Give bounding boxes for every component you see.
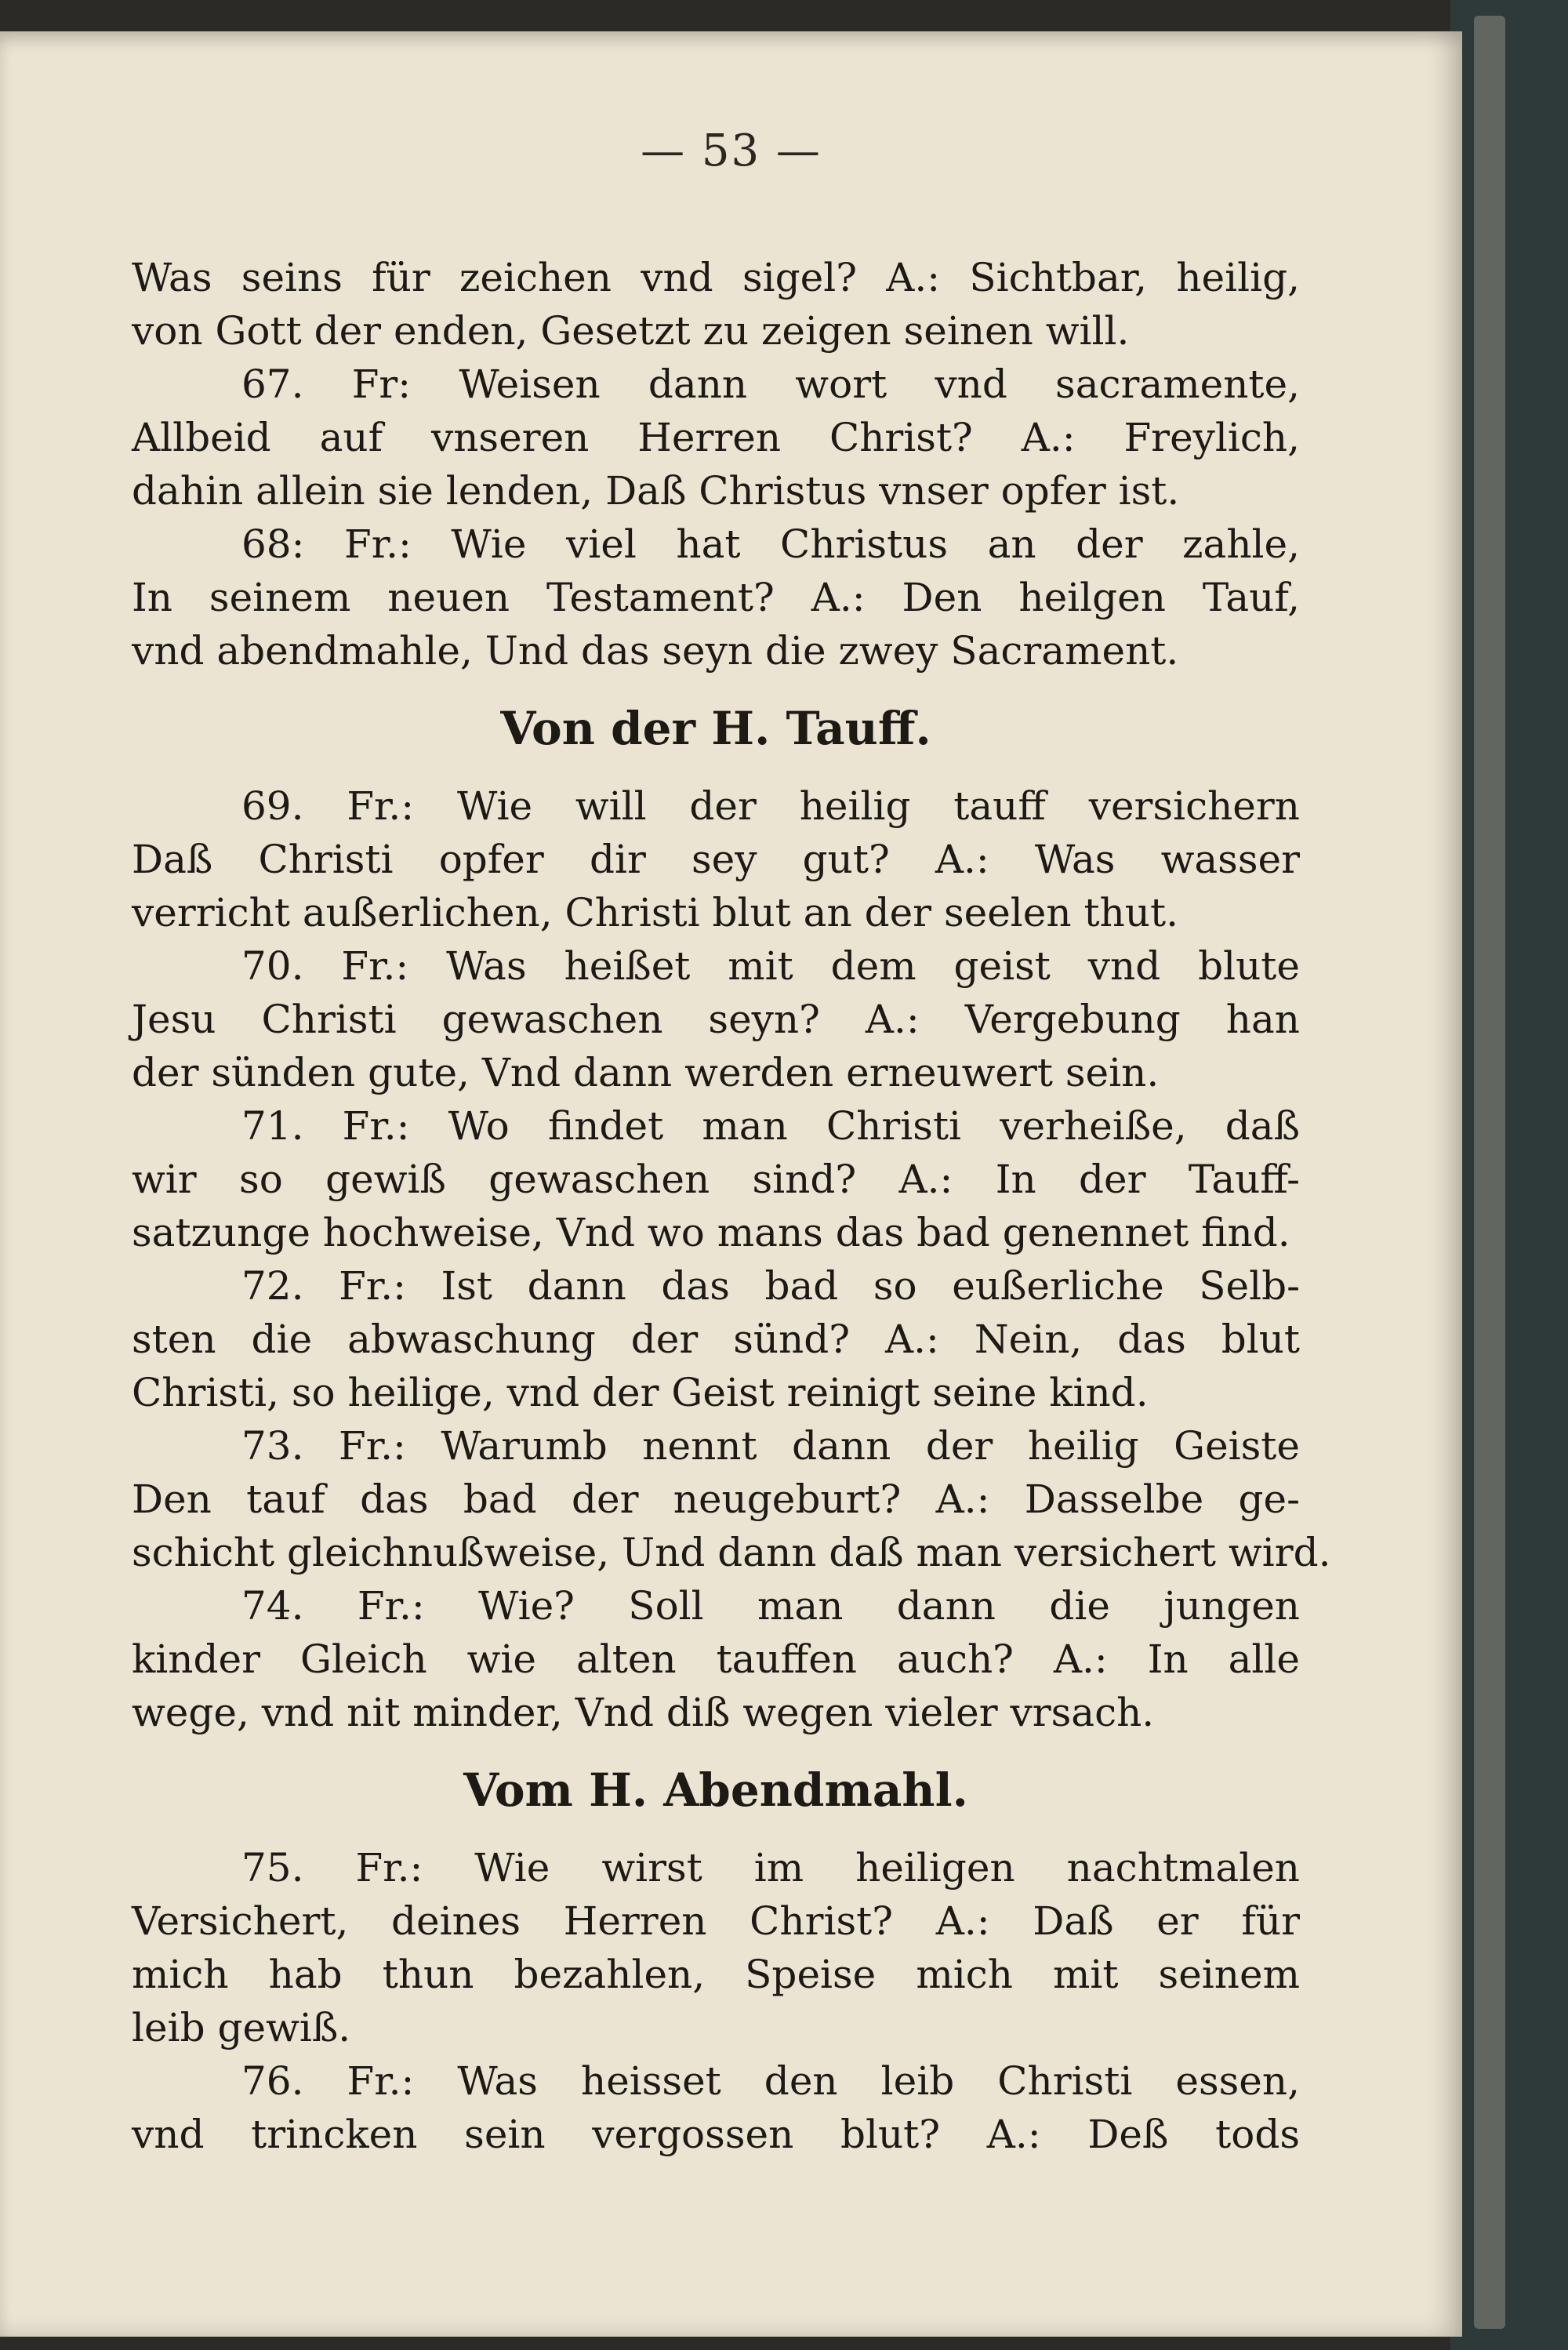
text-line: Was seins für zeichen vnd sigel? A.: Sichtbar, heilig, [132,255,1300,300]
text-line: leib gewiß. [132,2005,351,2050]
text-line: 76. Fr.: Was heisset den leib Christi essen, [241,2058,1300,2104]
text-line: vnd abendmahle, Und das seyn die zwey Sacrament. [132,628,1179,674]
text-line: Versichert, deines Herren Christ? A.: Daß er für [132,1898,1300,1944]
text-line: der sünden gute, Vnd dann werden erneuwert sein. [132,1050,1160,1095]
text-line: von Gott der enden, Gesetzt zu zeigen seinen will. [132,308,1130,354]
paragraph-group [132,779,1331,1739]
text-line: 71. Fr.: Wo findet man Christi verheiße, daß [241,1103,1300,1149]
book-cover [1450,0,1568,2350]
page-number: — 53 — [641,125,822,176]
text-line: wege, vnd nit minder, Vnd diß wegen vieler vrsach. [132,1690,1155,1735]
text-line: mich hab thun bezahlen, Speise mich mit seinem [132,1952,1300,1997]
text-line: Jesu Christi gewaschen seyn? A.: Vergebung han [132,997,1300,1042]
text-line: In seinem neuen Testament? A.: Den heilgen Tauf, [132,575,1300,620]
book-page [0,31,1462,2337]
text-line: Den tauf das bad der neugeburt? A.: Dasselbe ge- [132,1476,1300,1522]
text-line: 68: Fr.: Wie viel hat Christus an der zahle, [241,521,1300,567]
paragraph-group [132,251,1300,677]
text-line: 75. Fr.: Wie wirst im heiligen nachtmalen [241,1845,1300,1891]
text-line: wir so gewiß gewaschen sind? A.: In der Tauff- [132,1157,1300,1202]
text-block [132,251,1331,2161]
paragraph-group [132,1841,1300,2161]
text-line: 74. Fr.: Wie? Soll man dann die jungen [241,1583,1300,1629]
section-heading-abendmahl: Vom H. Abendmahl. [463,1763,968,1817]
text-line: dahin allein sie lenden, Daß Christus vnser opfer ist. [132,468,1180,514]
text-line: kinder Gleich wie alten tauffen auch? A.: In alle [132,1636,1300,1682]
text-line: 69. Fr.: Wie will der heilig tauff versichern [241,783,1300,829]
cover-edge [1474,16,1505,2329]
text-line: verricht außerlichen, Christi blut an der seelen thut. [132,890,1178,935]
text-line: 67. Fr: Weisen dann wort vnd sacramente, [241,361,1300,407]
text-line: vnd trincken sein vergossen blut? A.: Deß tods [132,2112,1300,2157]
text-line: schicht gleichnußweise, Und dann daß man versichert wird. [132,1530,1331,1575]
text-line: 70. Fr.: Was heißet mit dem geist vnd blute [241,943,1300,989]
text-line: Daß Christi opfer dir sey gut? A.: Was wasser [132,837,1300,882]
text-line: satzunge hochweise, Vnd wo mans das bad genennet find. [132,1210,1290,1255]
text-line: Christi, so heilige, vnd der Geist reinigt seine kind. [132,1370,1149,1415]
text-line: sten die abwaschung der sünd? A.: Nein, das blut [132,1317,1300,1362]
text-line: 72. Fr.: Ist dann das bad so eußerliche Selb- [241,1263,1300,1309]
text-line: Allbeid auf vnseren Herren Christ? A.: Freylich, [132,415,1300,460]
section-heading-tauff: Von der H. Tauff. [500,702,931,755]
text-line: 73. Fr.: Warumb nennt dann der heilig Geiste [241,1423,1300,1469]
